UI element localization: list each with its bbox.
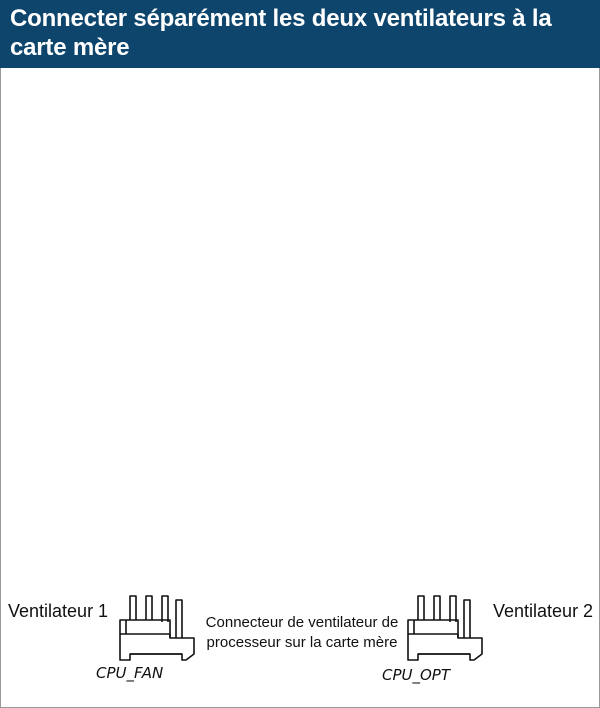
page-title: Connecter séparément les deux ventilateurs à la carte mère	[10, 5, 552, 61]
cpu-opt-label: CPU_OPT	[382, 666, 451, 684]
cpu-opt-connector	[378, 588, 488, 688]
header-bar	[0, 0, 600, 68]
cpu-fan-label: CPU_FAN	[96, 664, 164, 682]
cpu-fan-connector	[90, 588, 200, 688]
fan-2-label: Ventilateur 2	[493, 601, 594, 621]
fan-1-label: Ventilateur 1	[8, 601, 109, 621]
cpu-fan-header-description: Connecteur de ventilateur de processeur sur la carte mère	[205, 614, 399, 651]
